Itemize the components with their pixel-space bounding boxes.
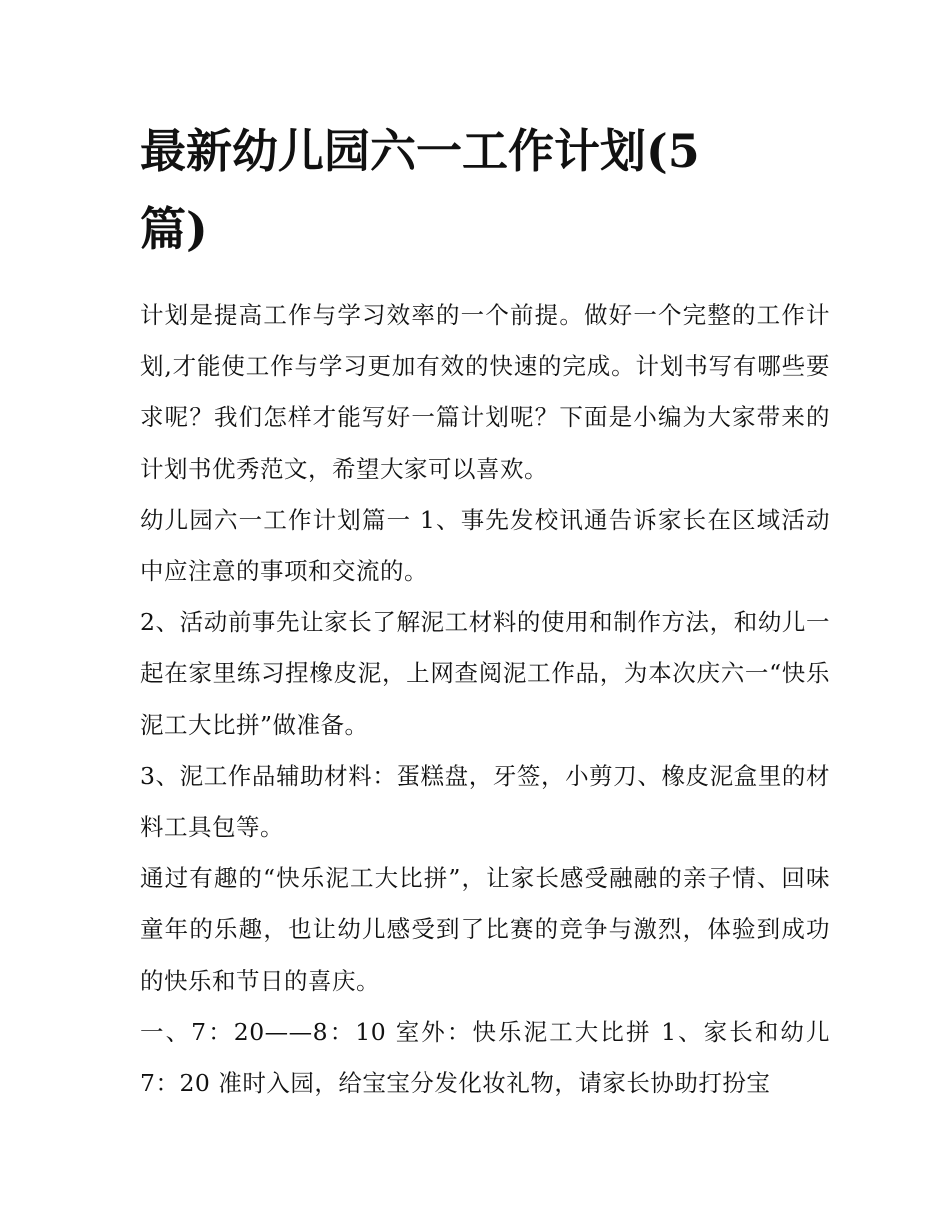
paragraph-item-3: 3、泥工作品辅助材料：蛋糕盘，牙签，小剪刀、橡皮泥盒里的材料工具包等。 — [140, 761, 830, 842]
document-title: 最新幼儿园六一工作计划(5篇) — [140, 124, 700, 256]
paragraph-purpose: 通过有趣的“快乐泥工大比拼”，让家长感受融融的亲子情、回味童年的乐趣，也让幼儿感受到了比赛的竞争与激烈，体验到成功的快乐和节日的喜庆。 — [140, 864, 830, 995]
paragraph-intro: 计划是提高工作与学习效率的一个前提。做好一个完整的工作计划,才能使工作与学习更加有效的快速的完成。计划书写有哪些要求呢？我们怎样才能写好一篇计划呢？下面是小编为大家带来的计划书优秀范文，希望大家可以喜欢。 — [140, 301, 830, 483]
document-body — [140, 112, 830, 1109]
title-spacer — [140, 268, 830, 290]
paragraph-item-2: 2、活动前事先让家长了解泥工材料的使用和制作方法，和幼儿一起在家里练习捏橡皮泥，上网查阅泥工作品，为本次庆六一“快乐泥工大比拼”做准备。 — [140, 608, 830, 739]
paragraph-section-one: 幼儿园六一工作计划篇一 1、事先发校讯通告诉家长在区域活动中应注意的事项和交流的。 — [140, 505, 830, 586]
paragraph-schedule: 一、7：20——8：10 室外：快乐泥工大比拼 1、家长和幼儿 7：20 准时入园，给宝宝分发化妆礼物，请家长协助打扮宝 — [140, 1017, 830, 1098]
